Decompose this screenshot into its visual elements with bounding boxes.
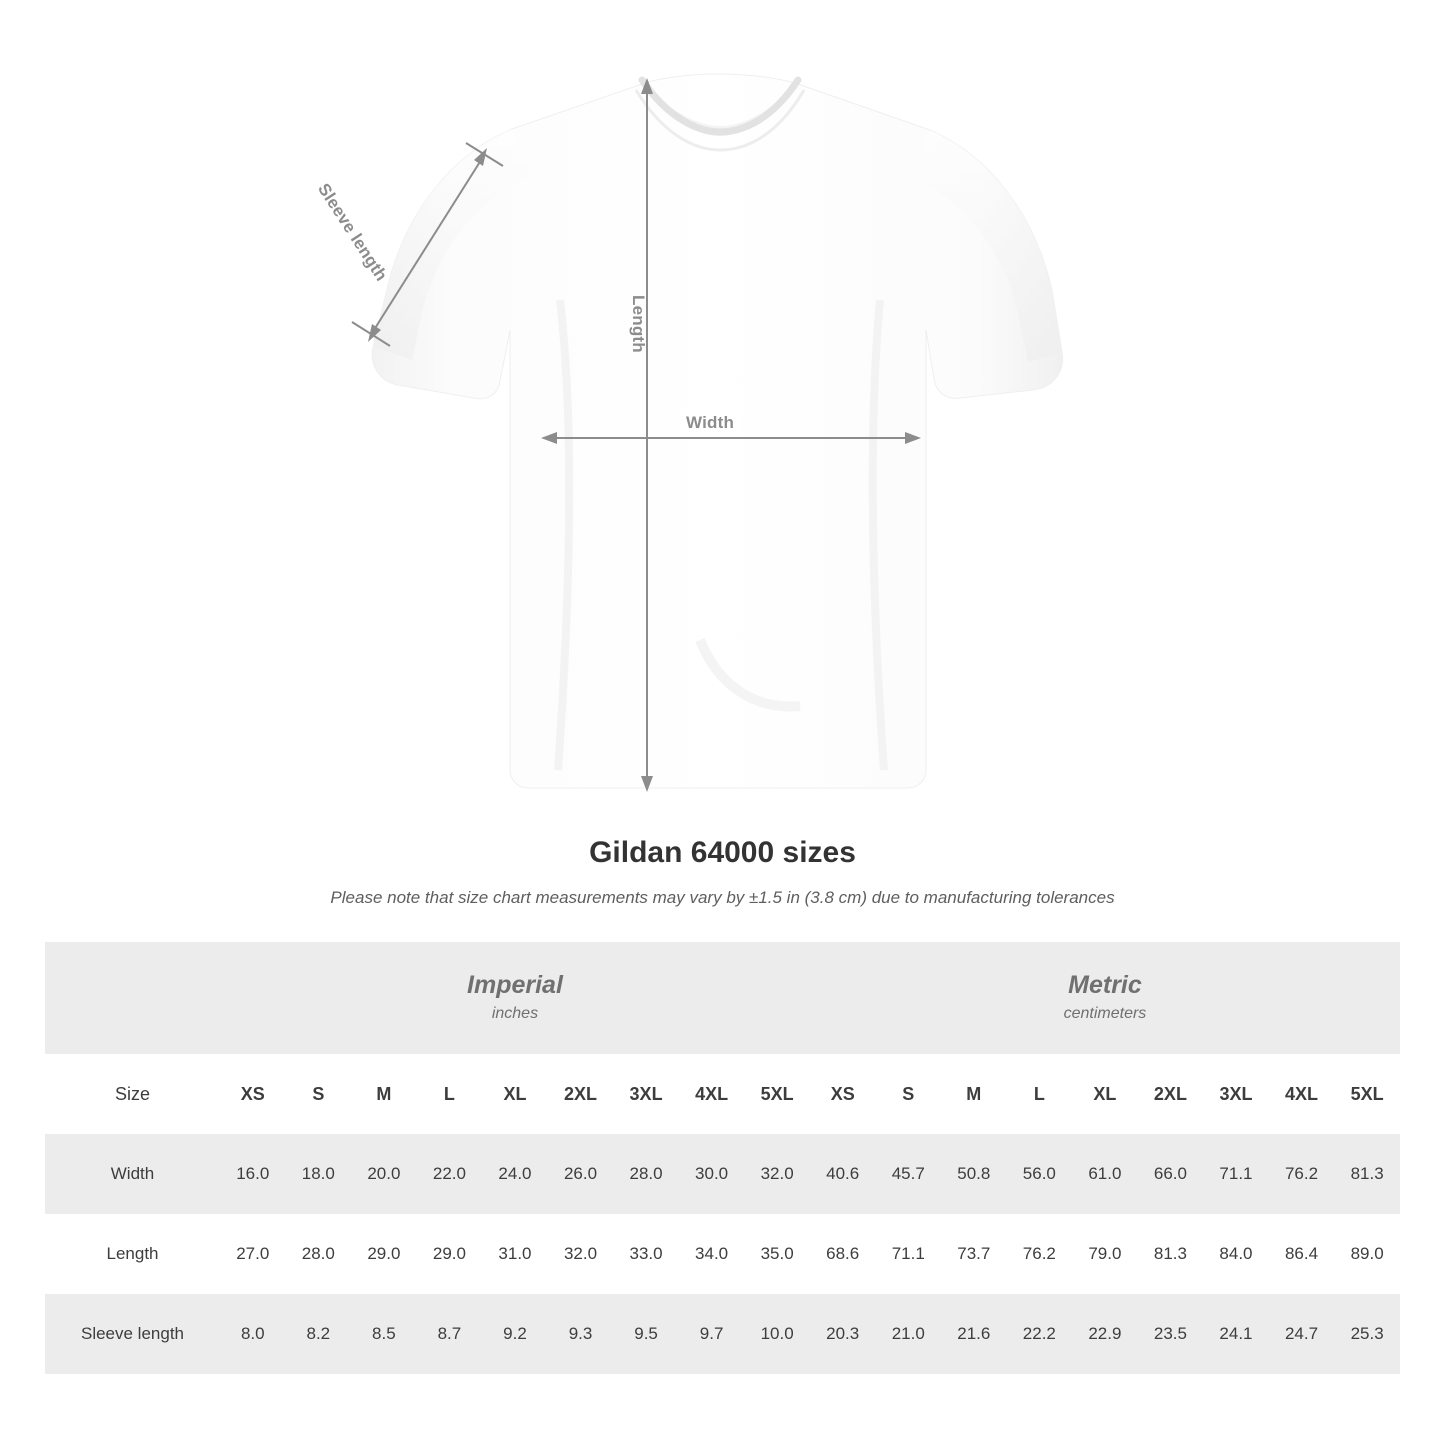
measurement-cell: 50.8: [941, 1134, 1007, 1214]
measurement-cell: 29.0: [351, 1214, 417, 1294]
measurement-cell: 89.0: [1334, 1214, 1400, 1294]
length-dimension-label: Length: [629, 295, 648, 353]
size-cell: M: [941, 1054, 1007, 1134]
page-title: Gildan 64000 sizes: [589, 836, 856, 869]
measurement-cell: 24.1: [1203, 1294, 1269, 1374]
measurement-cell: 25.3: [1334, 1294, 1400, 1374]
measurement-cell: 81.3: [1334, 1134, 1400, 1214]
measurement-cell: 73.7: [941, 1214, 1007, 1294]
size-chart-table: [45, 942, 1400, 1374]
measurement-cell: 68.6: [810, 1214, 876, 1294]
size-row-label: Size: [45, 1054, 220, 1134]
measurement-cell: 23.5: [1138, 1294, 1204, 1374]
size-cell: 3XL: [613, 1054, 679, 1134]
unit-name-metric: Metric: [1068, 970, 1142, 999]
measurement-cell: 20.0: [351, 1134, 417, 1214]
measurement-cell: 45.7: [875, 1134, 941, 1214]
size-cell: 2XL: [1138, 1054, 1204, 1134]
size-cell: S: [875, 1054, 941, 1134]
measurement-cell: 8.2: [286, 1294, 352, 1374]
measurement-cell: 31.0: [482, 1214, 548, 1294]
unit-header-spacer: [45, 942, 220, 1054]
measurement-cell: 9.5: [613, 1294, 679, 1374]
measurement-cell: 26.0: [548, 1134, 614, 1214]
measurement-cell: 9.7: [679, 1294, 745, 1374]
measurement-cell: 21.0: [875, 1294, 941, 1374]
measurement-cell: 66.0: [1138, 1134, 1204, 1214]
width-dimension-label: Width: [680, 413, 740, 433]
measurement-cell: 76.2: [1269, 1134, 1335, 1214]
measurement-cell: 10.0: [744, 1294, 810, 1374]
measurement-cell: 22.9: [1072, 1294, 1138, 1374]
unit-sub-imperial: inches: [491, 1004, 539, 1022]
size-header-row: [45, 1054, 1400, 1134]
unit-header-imperial: [220, 942, 810, 1054]
size-cell: XL: [1072, 1054, 1138, 1134]
measurement-cell: 79.0: [1072, 1214, 1138, 1294]
measurement-cell: 71.1: [1203, 1134, 1269, 1214]
size-cell: 4XL: [1269, 1054, 1335, 1134]
measurement-cell: 22.0: [417, 1134, 483, 1214]
measurement-cell: 22.2: [1007, 1294, 1073, 1374]
size-chart-table-wrapper: [45, 942, 1400, 1374]
measurement-cell: 16.0: [220, 1134, 286, 1214]
measurement-cell: 8.0: [220, 1294, 286, 1374]
measurement-cell: 76.2: [1007, 1214, 1073, 1294]
size-cell: L: [417, 1054, 483, 1134]
measurement-cell: 28.0: [286, 1214, 352, 1294]
measurement-cell: 29.0: [417, 1214, 483, 1294]
row-label-width: Width: [45, 1134, 220, 1214]
measurement-cell: 84.0: [1203, 1214, 1269, 1294]
table-row: [45, 1214, 1400, 1294]
measurement-cell: 61.0: [1072, 1134, 1138, 1214]
size-cell: XL: [482, 1054, 548, 1134]
size-cell: S: [286, 1054, 352, 1134]
measurement-cell: 9.3: [548, 1294, 614, 1374]
measurement-cell: 40.6: [810, 1134, 876, 1214]
measurement-cell: 34.0: [679, 1214, 745, 1294]
unit-name-imperial: Imperial: [467, 970, 563, 999]
measurement-cell: 9.2: [482, 1294, 548, 1374]
unit-header-row: [45, 942, 1400, 1054]
size-cell: L: [1007, 1054, 1073, 1134]
measurement-cell: 8.5: [351, 1294, 417, 1374]
tolerance-note: Please note that size chart measurements may vary by ±1.5 in (3.8 cm) due to manufacturing tolerances: [330, 888, 1115, 907]
size-cell: M: [351, 1054, 417, 1134]
measurement-cell: 21.6: [941, 1294, 1007, 1374]
measurement-cell: 24.7: [1269, 1294, 1335, 1374]
measurement-cell: 27.0: [220, 1214, 286, 1294]
size-cell: 5XL: [1334, 1054, 1400, 1134]
measurement-cell: 24.0: [482, 1134, 548, 1214]
size-cell: 2XL: [548, 1054, 614, 1134]
title-block: [0, 836, 1445, 908]
measurement-cell: 33.0: [613, 1214, 679, 1294]
size-cell: 3XL: [1203, 1054, 1269, 1134]
measurement-cell: 35.0: [744, 1214, 810, 1294]
measurement-cell: 32.0: [548, 1214, 614, 1294]
row-label-length: Length: [45, 1214, 220, 1294]
table-row: [45, 1294, 1400, 1374]
measurement-cell: 28.0: [613, 1134, 679, 1214]
unit-header-metric: [810, 942, 1400, 1054]
measurement-cell: 86.4: [1269, 1214, 1335, 1294]
measurement-cell: 81.3: [1138, 1214, 1204, 1294]
size-cell: 5XL: [744, 1054, 810, 1134]
size-cell: 4XL: [679, 1054, 745, 1134]
measurement-cell: 8.7: [417, 1294, 483, 1374]
row-label-sleeve-length: Sleeve length: [45, 1294, 220, 1374]
measurement-cell: 30.0: [679, 1134, 745, 1214]
size-cell: XS: [810, 1054, 876, 1134]
unit-sub-metric: centimeters: [1063, 1004, 1147, 1022]
measurement-cell: 32.0: [744, 1134, 810, 1214]
table-row: [45, 1134, 1400, 1214]
measurement-cell: 18.0: [286, 1134, 352, 1214]
measurement-cell: 20.3: [810, 1294, 876, 1374]
size-cell: XS: [220, 1054, 286, 1134]
sleeve-length-dimension-label: Sleeve length: [314, 180, 392, 285]
measurement-cell: 56.0: [1007, 1134, 1073, 1214]
measurement-cell: 71.1: [875, 1214, 941, 1294]
